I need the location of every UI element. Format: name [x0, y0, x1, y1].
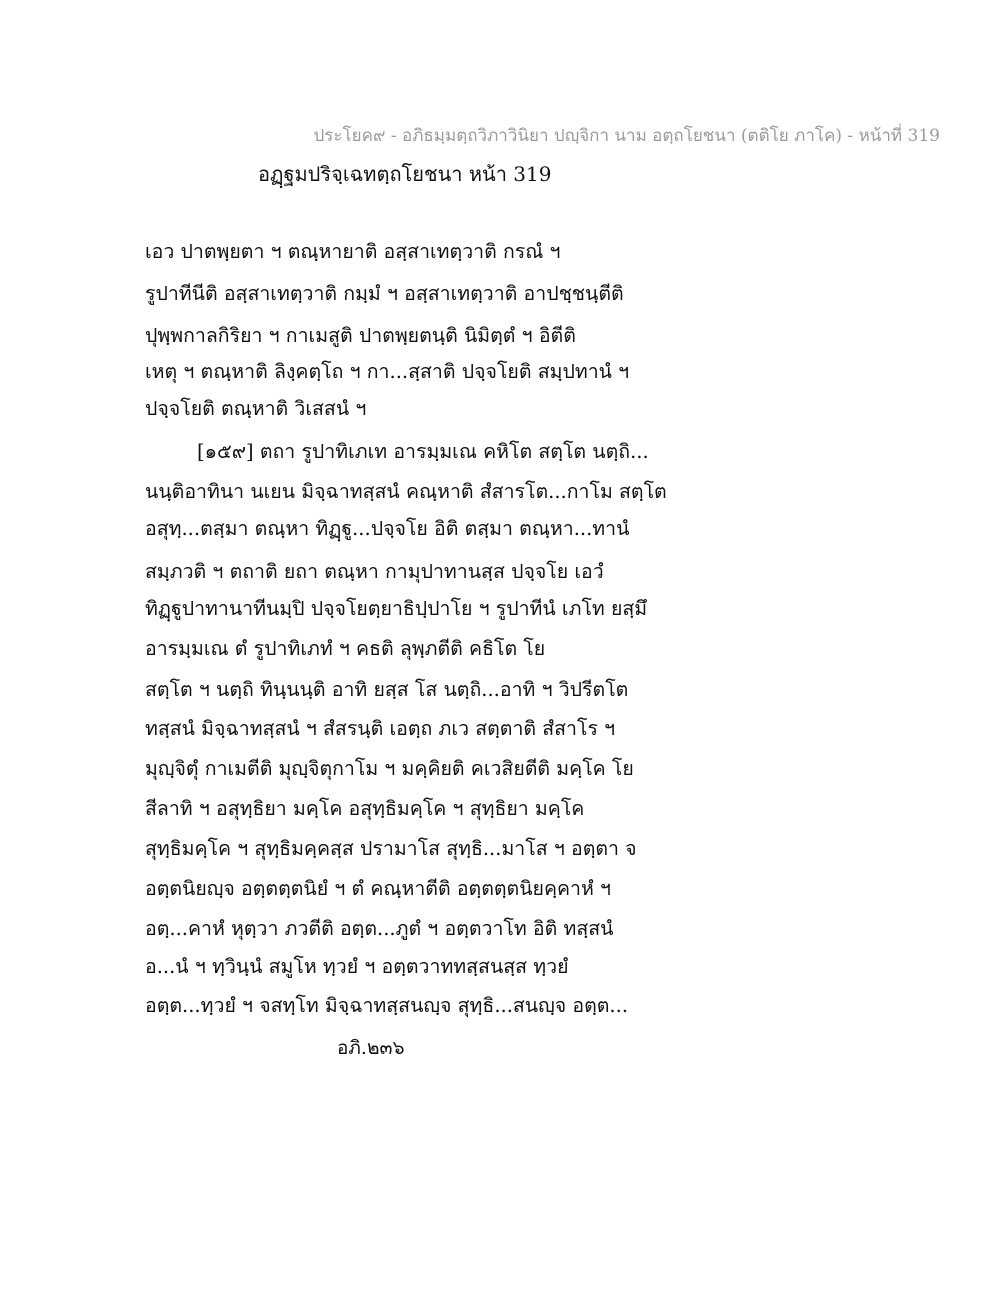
running-header: ประโยค๙ - อภิธมฺมตฺถวิภาวินิยา ปญฺจิกา นาม อตฺถโยชนา (ตติโย ภาโค) - หน้าที่ 319: [313, 126, 940, 146]
text-line: สมฺภวติ ฯ ตถาติ ยถา ตณฺหา กามุปาทานสฺส ปจฺจโย เอวํ: [145, 560, 604, 583]
text-line: ปุพฺพกาลกิริยา ฯ กาเมสูติ ปาตพฺยตนฺติ นิมิตฺตํ ฯ อิตีติ: [145, 324, 576, 347]
text-line: รูปาทีนีติ อสฺสาเทตฺวาติ กมฺมํ ฯ อสฺสาเทตฺวาติ อาปชฺชนฺตีติ: [145, 282, 624, 305]
text-line: สตฺโต ฯ นตฺถิ ทินฺนนฺติ อาทิ ยสฺส โส นตฺถิ...อาทิ ฯ วิปรีตโต: [145, 678, 629, 701]
text-line: อ...นํ ฯ ทฺวินฺนํ สมูโห ทฺวยํ ฯ อตฺตวาททสฺสนสฺส ทฺวยํ: [145, 955, 569, 978]
text-line: มุญฺจิตุํ กาเมตีติ มุญฺจิตุกาโม ฯ มคฺคิยติ คเวสิยตีติ มคฺโค โย: [145, 757, 634, 780]
text-line: ปจฺจโยติ ตณฺหาติ วิเสสนํ ฯ: [145, 397, 367, 420]
text-line: สุทฺธิมคฺโค ฯ สุทฺธิมคฺคสฺส ปรามาโส สุทฺธิ...มาโส ฯ อตฺตา จ: [145, 837, 637, 860]
text-line: นนฺติอาทินา นเยน มิจฺฉาทสฺสนํ คณฺหาติ สํสารโต...กาโม สตฺโต: [145, 480, 667, 503]
text-line: [๑๕๙] ตถา รูปาทิเภเท อารมฺมเณ คหิโต สตฺโต นตฺถิ...: [197, 440, 649, 463]
section-subheading: อฏฺฐมปริจฺเฉทตฺถโยชนา หน้า 319: [258, 162, 552, 186]
text-line: อสุทฺ...ตสฺมา ตณฺหา ทิฏฺฐู...ปจฺจโย อิติ ตสฺมา ตณฺหา...ทานํ: [145, 517, 630, 540]
text-line: เหตุ ฯ ตณฺหาติ ลิงฺคตฺโถ ฯ กา...สฺสาติ ปจฺจโยติ สมฺปทานํ ฯ: [145, 360, 630, 383]
text-line: อตฺต...ทฺวยํ ฯ จสทฺโท มิจฺฉาทสฺสนญฺจ สุทฺธิ...สนญฺจ อตฺต...: [145, 994, 629, 1017]
footer-reference: อภิ.๒๓๖: [337, 1037, 405, 1059]
text-line: อารมฺมเณ ตํ รูปาทิเภทํ ฯ คธติ ลุพฺภตีติ คธิโต โย: [145, 637, 546, 660]
text-line: อตฺ...คาหํ หุตฺวา ภวตีติ อตฺต...ภูตํ ฯ อตฺตวาโท อิติ ทสฺสนํ: [145, 917, 614, 940]
text-line: ทิฏฺฐูปาทานาทีนมฺปิ ปจฺจโยตฺยาธิปฺปาโย ฯ รูปาทีนํ เภโท ยสฺมึ: [145, 597, 648, 620]
text-line: สีลาทิ ฯ อสุทฺธิยา มคฺโค อสุทฺธิมคฺโค ฯ สุทฺธิยา มคฺโค: [145, 797, 585, 820]
text-line: เอว ปาตพฺยตา ฯ ตณฺหายาติ อสฺสาเทตฺวาติ กรณํ ฯ: [145, 240, 561, 263]
text-line: ทสฺสนํ มิจฺฉาทสฺสนํ ฯ สํสรนฺติ เอตฺถ ภเว สตฺตาติ สํสาโร ฯ: [145, 717, 616, 740]
text-line: อตฺตนิยญฺจ อตฺตตฺตนิยํ ฯ ตํ คณฺหาตีติ อตฺตตฺตนิยคฺคาหํ ฯ: [145, 877, 611, 900]
